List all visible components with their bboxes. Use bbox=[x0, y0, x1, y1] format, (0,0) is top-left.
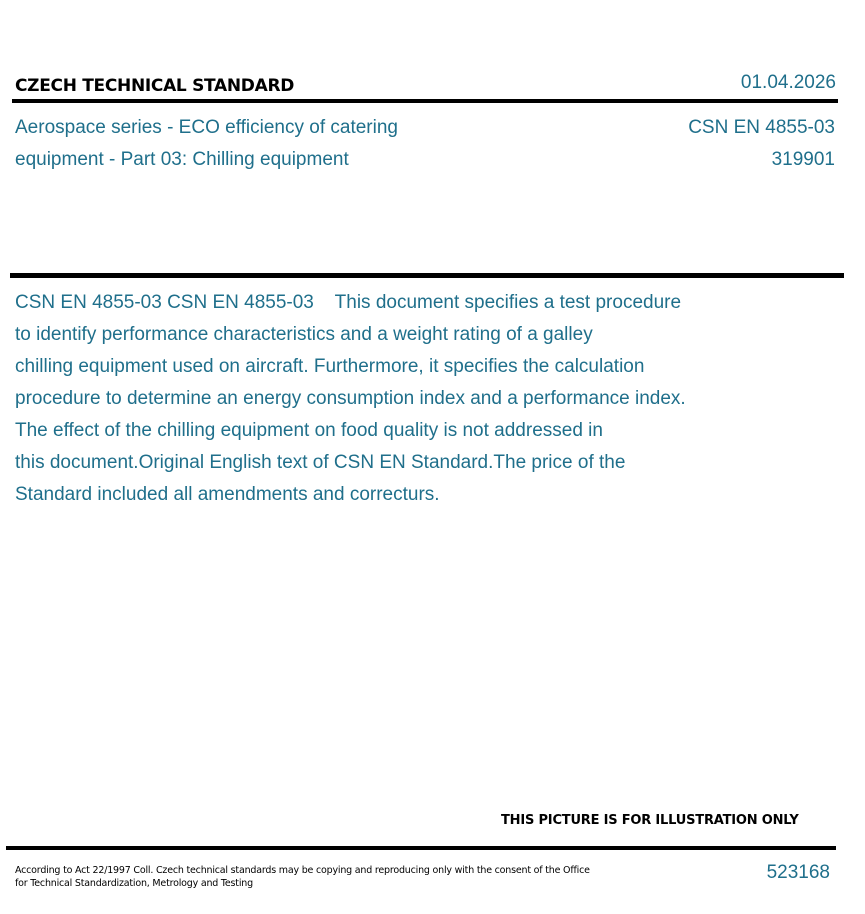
document-type-label: CZECH TECHNICAL STANDARD bbox=[15, 76, 295, 96]
classification-number: 319901 bbox=[771, 149, 835, 170]
standard-title-line-2: equipment - Part 03: Chilling equipment bbox=[15, 149, 349, 170]
legal-notice bbox=[15, 864, 590, 890]
description-line: to identify performance characteristics and a weight rating of a galley bbox=[15, 324, 593, 345]
standard-code: CSN EN 4855-03 bbox=[688, 117, 835, 138]
header-divider bbox=[12, 99, 838, 103]
description-line: Standard included all amendments and correcturs. bbox=[15, 484, 440, 505]
standard-title-line-1: Aerospace series - ECO efficiency of catering bbox=[15, 117, 398, 138]
description-line: procedure to determine an energy consumption index and a performance index. bbox=[15, 388, 686, 409]
description-line: chilling equipment used on aircraft. Furthermore, it specifies the calculation bbox=[15, 356, 645, 377]
legal-notice-line-1: According to Act 22/1997 Coll. Czech technical standards may be copying and reproducing only with the consent of the Office bbox=[15, 865, 590, 876]
illustration-disclaimer: THIS PICTURE IS FOR ILLUSTRATION ONLY bbox=[501, 813, 799, 828]
catalog-number: 523168 bbox=[766, 862, 830, 883]
publication-date: 01.04.2026 bbox=[740, 72, 836, 93]
description-line: The effect of the chilling equipment on food quality is not addressed in bbox=[15, 420, 603, 441]
legal-notice-line-2: for Technical Standardization, Metrology and Testing bbox=[15, 878, 253, 889]
footer-divider bbox=[6, 846, 836, 850]
description-line: this document.Original English text of CSN EN Standard.The price of the bbox=[15, 452, 626, 473]
description-line: CSN EN 4855-03 CSN EN 4855-03 This document specifies a test procedure bbox=[15, 292, 682, 313]
section-divider bbox=[10, 273, 844, 278]
